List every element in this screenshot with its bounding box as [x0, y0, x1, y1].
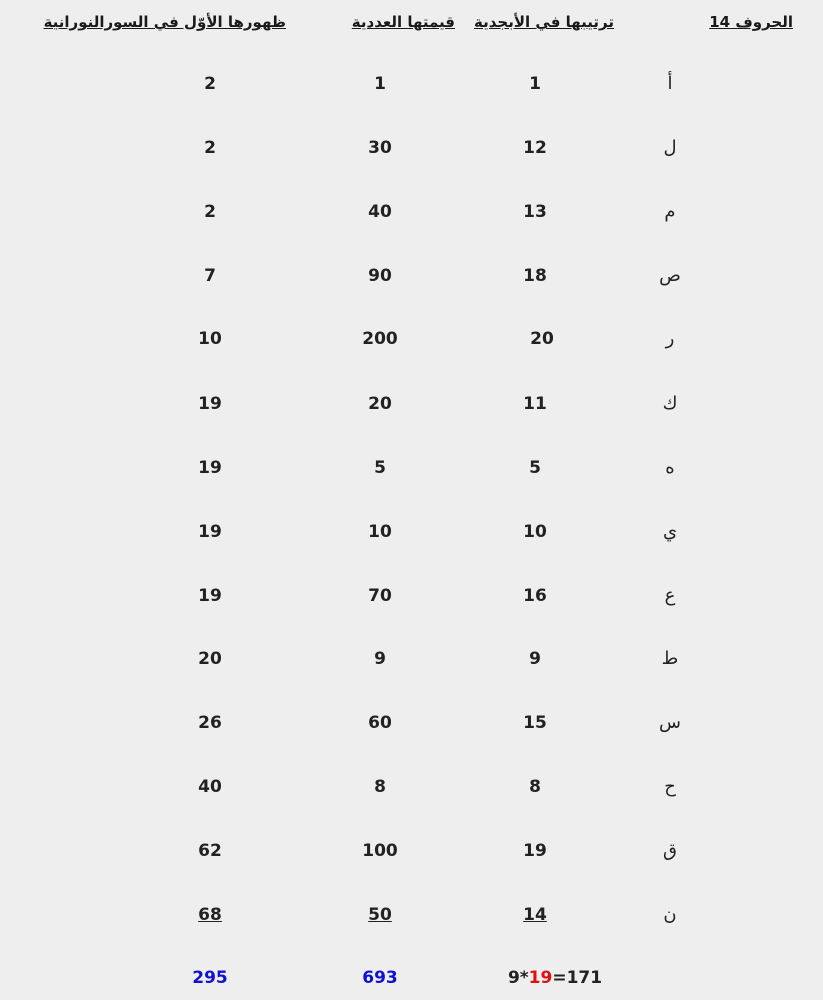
totals-row	[0, 963, 823, 993]
table-row	[0, 197, 823, 227]
order-cell: 1	[529, 74, 541, 94]
order-cell: 20	[530, 329, 554, 349]
table-row	[0, 69, 823, 99]
first-appearance-cell: 68	[198, 905, 222, 925]
value-cell: 10	[368, 522, 392, 542]
letter-cell: ق	[663, 840, 677, 861]
order-total	[490, 963, 620, 993]
order-cell: 18	[523, 266, 547, 286]
value-cell: 1	[374, 74, 386, 94]
header-first-appearance: ظهورها الأوّل في السورالنورانية	[43, 13, 286, 31]
order-total-highlight: 19	[528, 968, 553, 988]
first-appearance-cell: 19	[198, 394, 222, 414]
first-appearance-cell: 10	[198, 329, 222, 349]
first-appearance-cell: 19	[198, 586, 222, 606]
table-row	[0, 772, 823, 802]
letter-cell: ك	[662, 393, 678, 414]
order-cell: 19	[523, 841, 547, 861]
order-cell: 12	[523, 138, 547, 158]
value-cell: 5	[374, 458, 386, 478]
letter-cell: م	[664, 201, 676, 222]
letter-cell: ر	[665, 328, 675, 349]
order-cell: 5	[529, 458, 541, 478]
first-appearance-cell: 20	[198, 649, 222, 669]
table-row	[0, 708, 823, 738]
value-cell: 20	[368, 394, 392, 414]
order-total-suffix: =171	[552, 968, 603, 988]
first-appearance-cell: 2	[204, 74, 216, 94]
order-cell: 13	[523, 202, 547, 222]
table-row	[0, 453, 823, 483]
order-total-prefix: 9*	[507, 968, 529, 988]
table-row	[0, 836, 823, 866]
letter-cell: ن	[663, 904, 677, 925]
table-row	[0, 517, 823, 547]
letter-cell: س	[659, 712, 681, 733]
table-row	[0, 900, 823, 930]
order-cell: 10	[523, 522, 547, 542]
letter-cell: ط	[661, 648, 679, 669]
order-cell: 16	[523, 586, 547, 606]
table-row	[0, 581, 823, 611]
first-appearance-total: 295	[192, 968, 228, 988]
value-total: 693	[362, 968, 398, 988]
value-cell: 60	[368, 713, 392, 733]
first-appearance-cell: 62	[198, 841, 222, 861]
value-cell: 100	[362, 841, 398, 861]
letter-cell: ه	[665, 457, 675, 478]
letter-cell: أ	[667, 73, 673, 94]
order-cell: 8	[529, 777, 541, 797]
value-cell: 8	[374, 777, 386, 797]
first-appearance-cell: 2	[204, 138, 216, 158]
order-cell: 15	[523, 713, 547, 733]
value-cell: 9	[374, 649, 386, 669]
table-row	[0, 389, 823, 419]
value-cell: 70	[368, 586, 392, 606]
first-appearance-cell: 7	[204, 266, 216, 286]
order-cell: 9	[529, 649, 541, 669]
value-cell: 50	[368, 905, 392, 925]
header-letters: الحروف 14	[709, 13, 793, 31]
first-appearance-cell: 19	[198, 458, 222, 478]
letter-cell: ص	[659, 265, 681, 286]
value-cell: 200	[362, 329, 398, 349]
letter-cell: ي	[662, 521, 678, 542]
letter-cell: ح	[664, 776, 676, 797]
letter-cell: ع	[664, 585, 676, 606]
order-cell: 14	[523, 905, 547, 925]
header-order: ترتيبها في الأبجدية	[474, 13, 614, 31]
table-row	[0, 133, 823, 163]
value-cell: 40	[368, 202, 392, 222]
table-row	[0, 261, 823, 291]
letter-cell: ل	[663, 137, 677, 158]
value-cell: 30	[368, 138, 392, 158]
first-appearance-cell: 2	[204, 202, 216, 222]
order-cell: 11	[523, 394, 547, 414]
first-appearance-cell: 26	[198, 713, 222, 733]
first-appearance-cell: 40	[198, 777, 222, 797]
first-appearance-cell: 19	[198, 522, 222, 542]
header-value: قيمتها العددية	[351, 13, 455, 31]
table-row	[0, 644, 823, 674]
table-row	[0, 324, 823, 354]
value-cell: 90	[368, 266, 392, 286]
